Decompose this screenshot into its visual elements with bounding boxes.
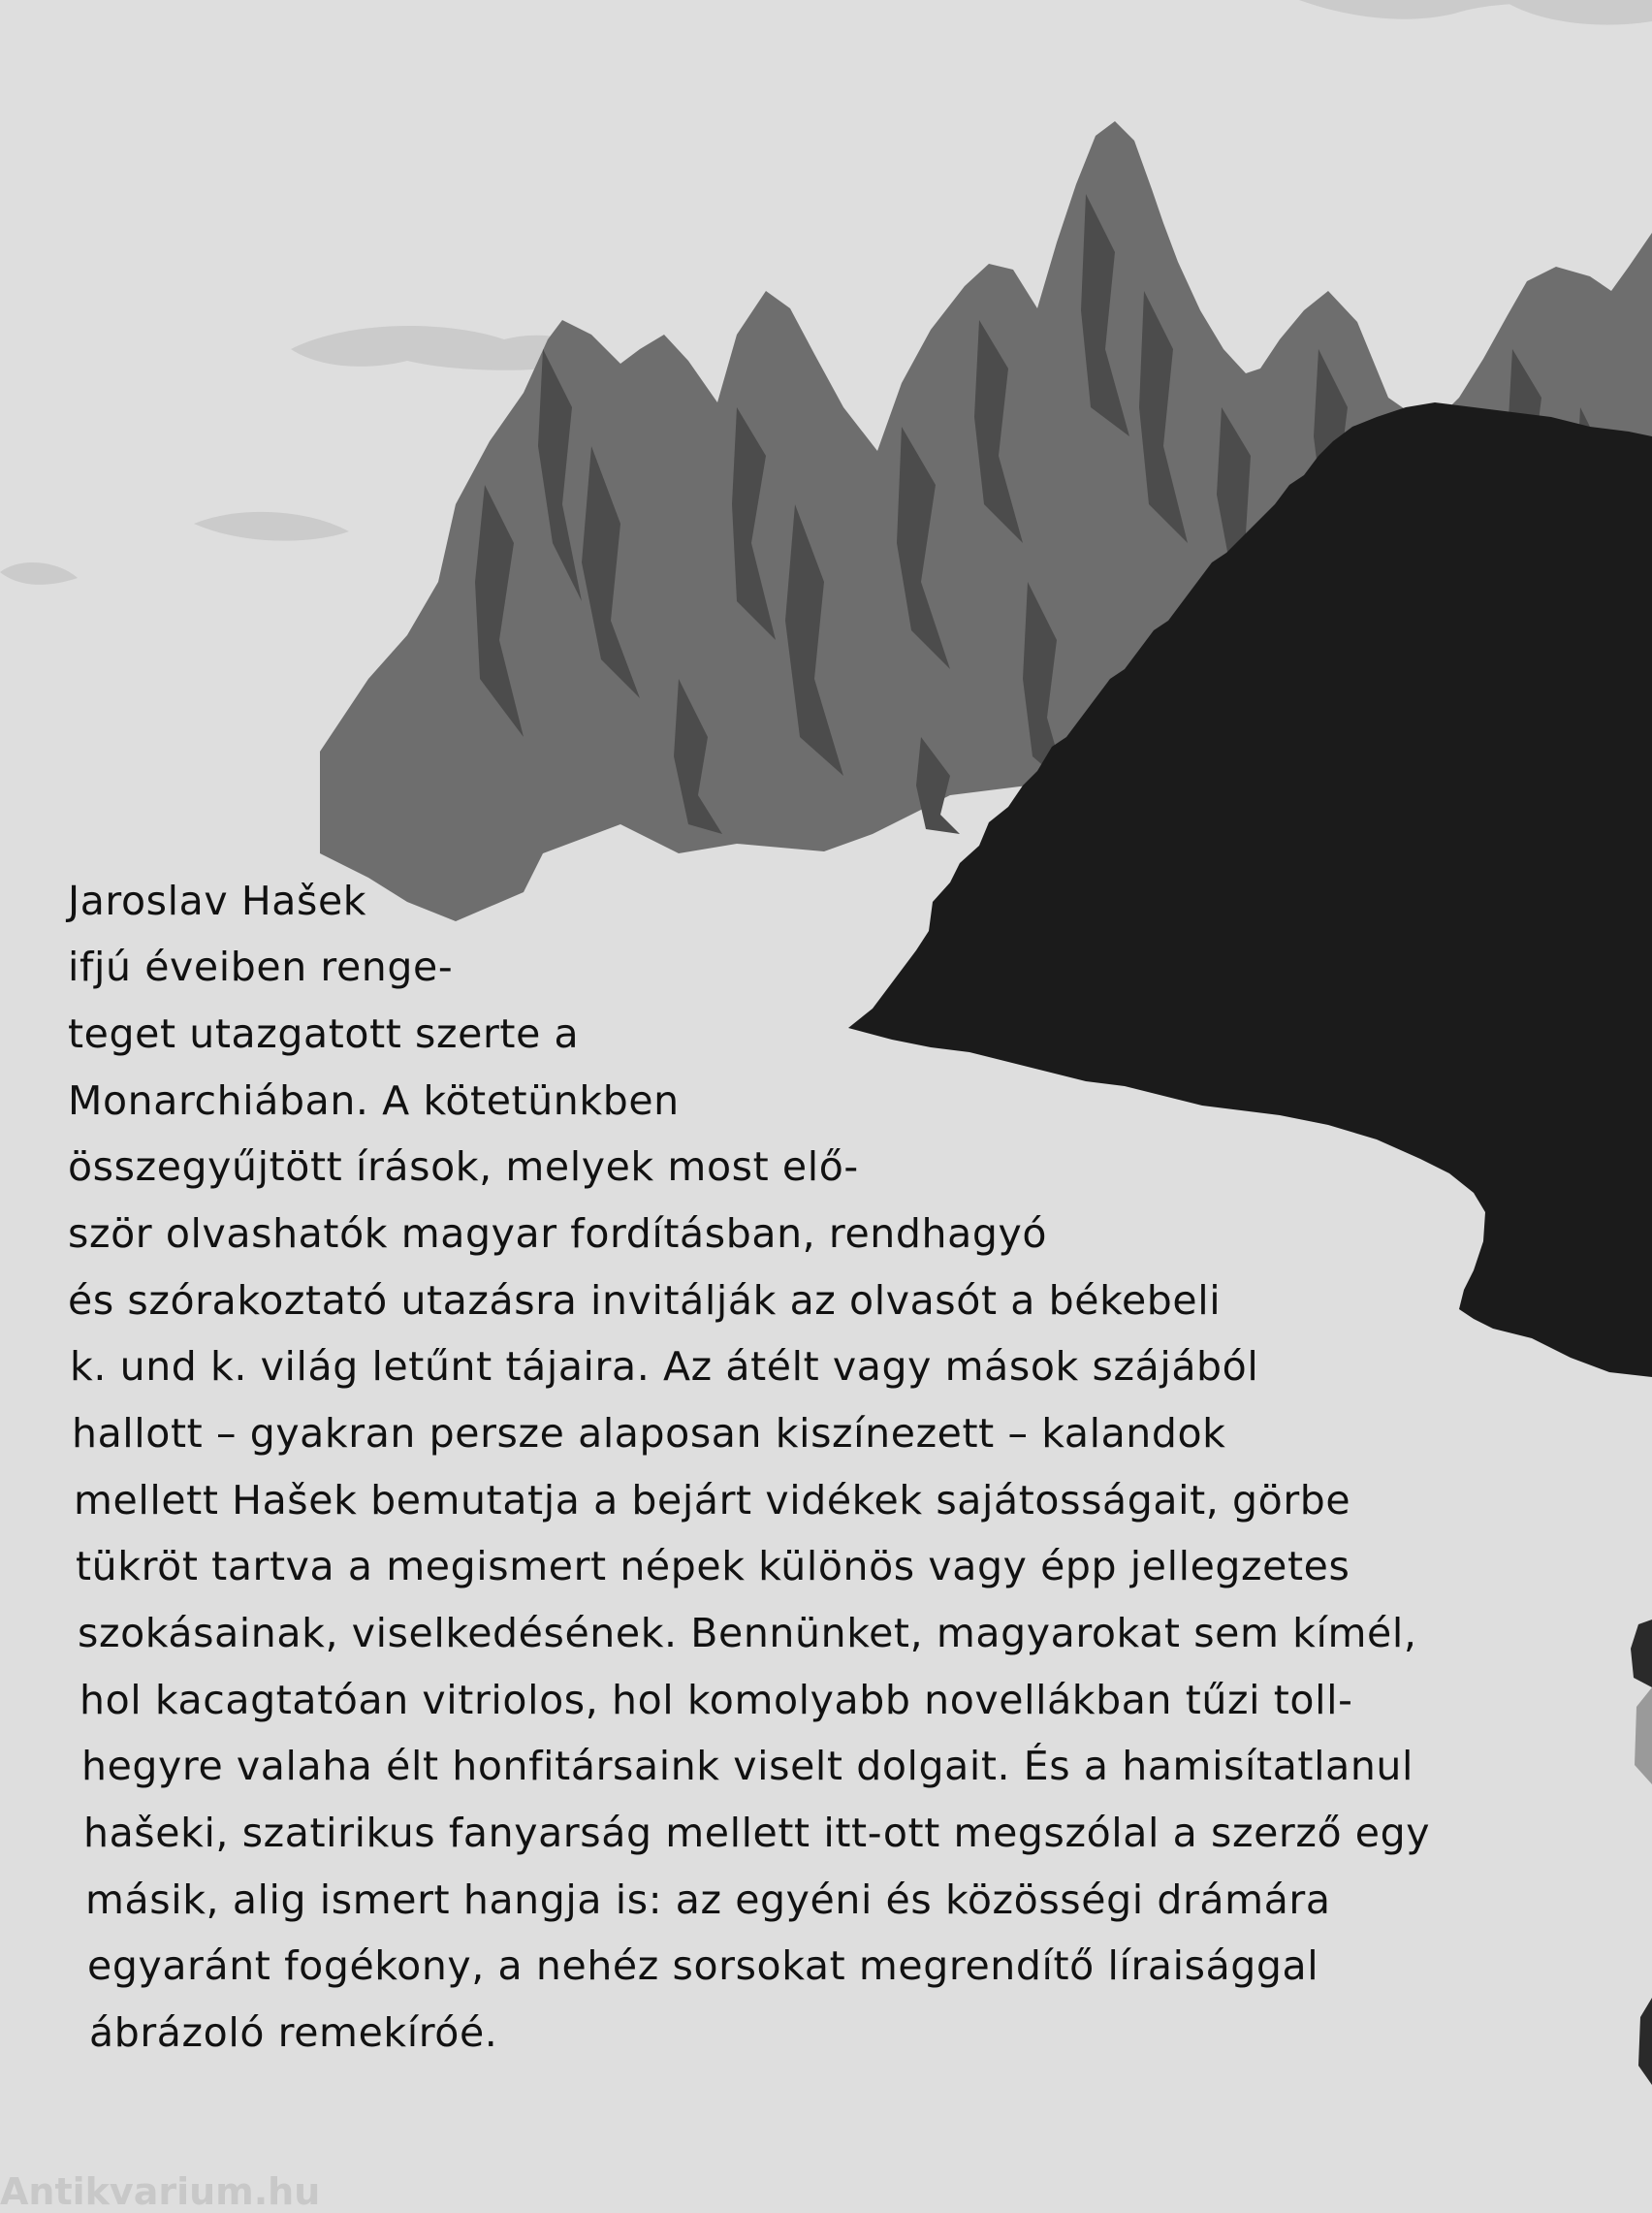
blurb-line: egyaránt fogékony, a nehéz sorsokat megrendítő líraisággal	[87, 1942, 1319, 1989]
cloud-shape	[0, 562, 78, 585]
cloud-shape	[1503, 0, 1652, 25]
edge-rock	[1638, 1998, 1652, 2085]
cloud-shape	[194, 512, 349, 541]
edge-rock	[1635, 1687, 1652, 1784]
blurb-line: másik, alig ismert hangja is: az egyéni és közösségi drámára	[85, 1876, 1331, 1923]
blurb-line: hašeki, szatirikus fanyarság mellett itt-ott megszólal a szerző egy	[83, 1810, 1431, 1856]
blurb-line: hol kacagtatóan vitriolos, hol komolyabb novellákban tűzi toll-	[79, 1677, 1353, 1723]
blurb-line: összegyűjtött írások, melyek most elő-	[68, 1143, 859, 1190]
blurb-line: ifjú éveiben renge-	[68, 944, 454, 990]
blurb-line: k. und k. világ letűnt tájaira. Az átélt vagy mások szájából	[70, 1343, 1259, 1390]
blurb-line: ábrázoló remekíróé.	[89, 2009, 498, 2056]
watermark: Antikvarium.hu	[0, 2170, 321, 2213]
blurb-line: ször olvashatók magyar fordításban, rendhagyó	[68, 1210, 1047, 1257]
blurb-line: Jaroslav Hašek	[68, 878, 367, 924]
blurb-line: hegyre valaha élt honfitársaink viselt dolgait. És a hamisítatlanul	[81, 1743, 1414, 1789]
blurb-line: teget utazgatott szerte a	[68, 1010, 580, 1057]
blurb-line: Monarchiában. A kötetünkben	[68, 1077, 680, 1124]
blurb-line: szokásainak, viselkedésének. Bennünket, magyarokat sem kímél,	[78, 1610, 1417, 1656]
blurb-line: hallott – gyakran persze alaposan kiszínezett – kalandok	[72, 1410, 1226, 1457]
blurb-line: tükröt tartva a megismert népek különös vagy épp jellegzetes	[76, 1543, 1350, 1589]
blurb-line: mellett Hašek bemutatja a bejárt vidékek sajátosságait, görbe	[74, 1477, 1351, 1523]
blurb-line: és szórakoztató utazásra invitálják az olvasót a békebeli	[68, 1277, 1222, 1324]
